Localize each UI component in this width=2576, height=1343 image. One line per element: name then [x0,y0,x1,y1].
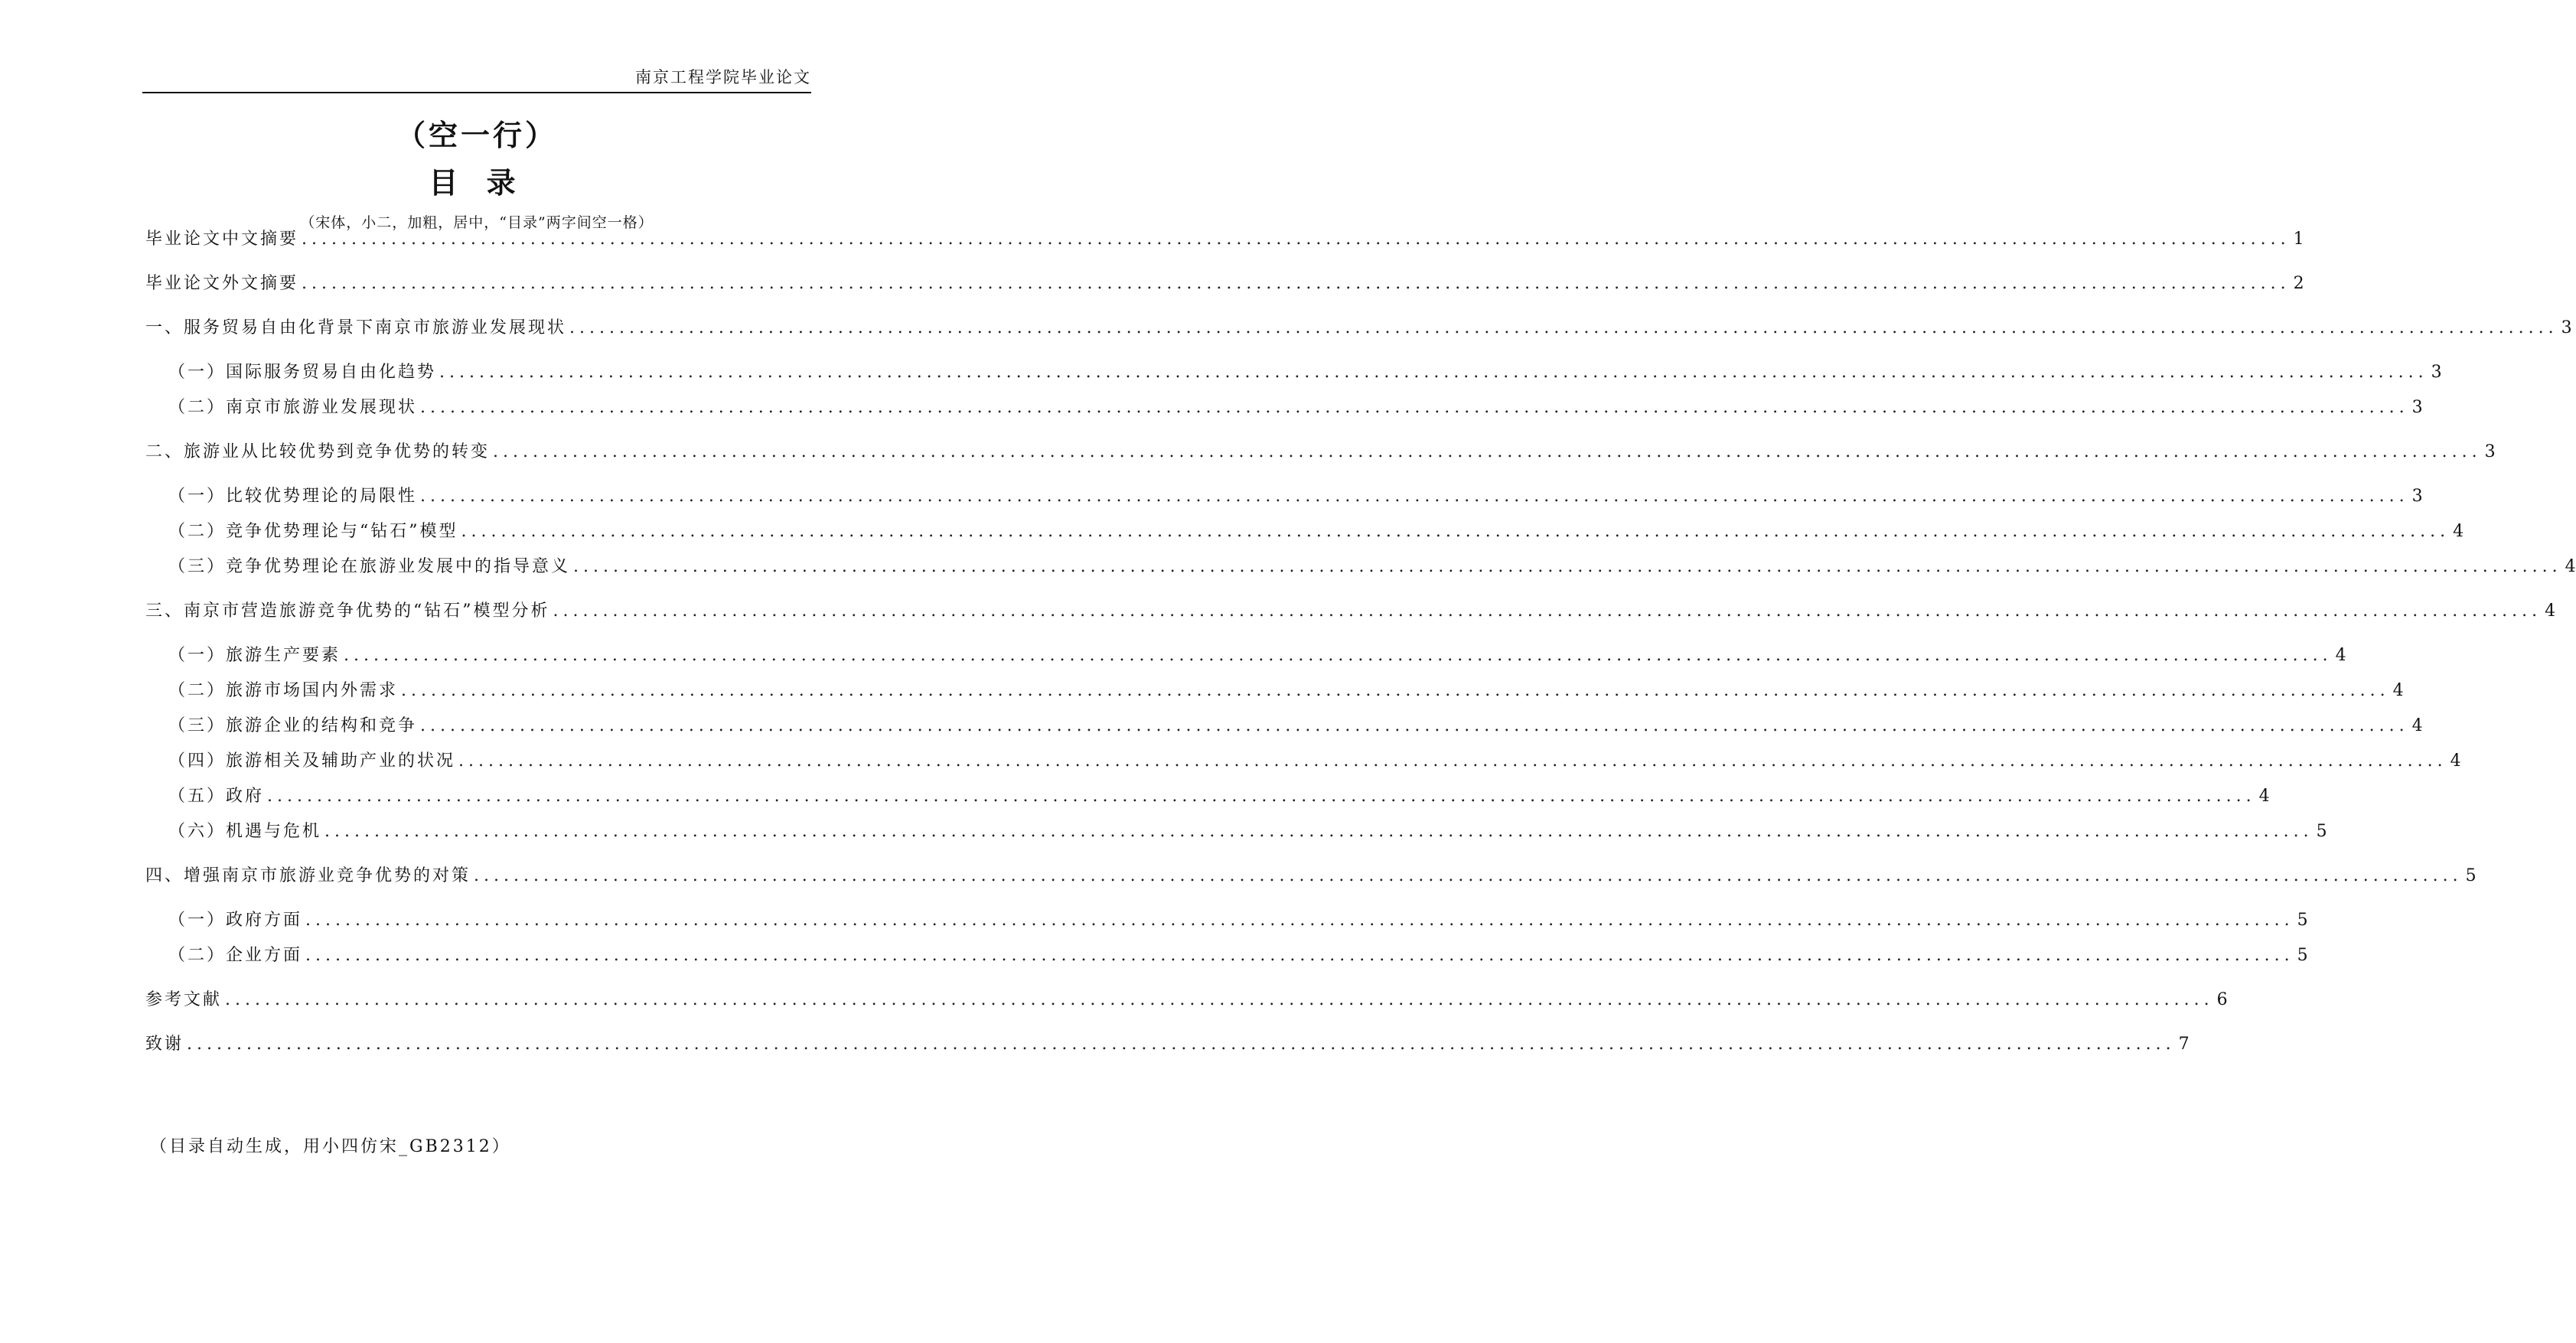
toc-dot-leader: ........................................................................................................................................................................................................ [401,681,2390,700]
toc-entry-text: （二）南京市旅游业发展现状 [168,398,418,417]
toc-page-number: 2 [2293,274,2304,293]
toc-entry[interactable] [168,817,2327,843]
toc-entry-text: （六）机遇与危机 [168,822,322,841]
toc-page-number: 3 [2484,442,2496,461]
toc-page-number: 4 [2545,601,2556,621]
toc-page-number: 4 [2565,557,2576,576]
toc-title: 目 录 [429,165,525,200]
toc-dot-leader: ........................................................................................................................................................................................................ [553,601,2542,621]
toc-entry-text: （三）旅游企业的结构和竞争 [168,716,418,735]
toc-entry-text: （一）旅游生产要素 [168,646,341,665]
toc-dot-leader: ........................................................................................................................................................................................................ [187,1035,2176,1054]
toc-entry-text: 致谢 [145,1035,184,1054]
toc-entry[interactable] [145,1030,2190,1056]
toc-dot-leader: ........................................................................................................................................................................................................ [493,442,2482,461]
toc-page-number: 5 [2297,946,2308,965]
toc-dot-leader: ........................................................................................................................................................................................................ [305,911,2294,930]
toc-page-number: 6 [2216,990,2228,1009]
toc-entry-text: （二）竞争优势理论与“钻石”模型 [168,522,458,541]
toc-entry-text: 一、服务贸易自由化背景下南京市旅游业发展现状 [145,318,567,337]
toc-entry[interactable] [145,438,2496,464]
toc-dot-leader: ........................................................................................................................................................................................................ [569,318,2558,337]
toc-dot-leader: ........................................................................................................................................................................................................ [474,866,2463,885]
toc-page-number: 7 [2178,1035,2190,1054]
blank-line-note: （空一行） [396,118,557,152]
toc-page-number: 3 [2411,487,2423,506]
toc-entry-text: （一）政府方面 [168,911,303,930]
toc-dot-leader: ........................................................................................................................................................................................................ [573,557,2562,576]
toc-entry[interactable] [145,225,2304,251]
running-header: 南京工程学院毕业论文 [142,66,811,93]
toc-dot-leader: ........................................................................................................................................................................................................ [420,398,2409,417]
toc-entry[interactable] [168,393,2423,419]
toc-page-number: 4 [2258,787,2270,806]
toc-entry-text: （三）竞争优势理论在旅游业发展中的指导意义 [168,557,571,576]
toc-entry[interactable] [168,517,2464,543]
toc-dot-leader: ........................................................................................................................................................................................................ [302,230,2291,249]
toc-dot-leader: ........................................................................................................................................................................................................ [420,716,2409,735]
toc-page-number: 5 [2316,822,2327,841]
toc-page-number: 3 [2431,363,2442,382]
toc-entry[interactable] [168,941,2308,967]
toc-entry-text: 毕业论文中文摘要 [145,230,299,249]
toc-entry-text: （二）旅游市场国内外需求 [168,681,399,700]
toc-dot-leader: ........................................................................................................................................................................................................ [302,274,2291,293]
toc-dot-leader: ........................................................................................................................................................................................................ [305,946,2294,965]
toc-dot-leader: ........................................................................................................................................................................................................ [420,487,2409,506]
toc-entry[interactable] [168,553,2576,579]
toc-dot-leader: ........................................................................................................................................................................................................ [324,822,2314,841]
toc-entry[interactable] [145,314,2572,340]
toc-dot-leader: ........................................................................................................................................................................................................ [458,751,2447,771]
toc-page-number: 4 [2392,681,2404,700]
toc-entry[interactable] [168,676,2404,702]
toc-page-number: 5 [2297,911,2308,930]
toc-entry[interactable] [168,482,2423,508]
toc-page-number: 4 [2453,522,2464,541]
toc-entry-text: （五）政府 [168,787,265,806]
toc-entry[interactable] [145,597,2556,623]
toc-entry-text: （一）比较优势理论的局限性 [168,487,418,506]
toc-entry[interactable] [168,747,2461,773]
toc-entry[interactable] [168,641,2346,667]
toc-entry[interactable] [168,906,2308,932]
toc-entry[interactable] [145,269,2304,295]
toc-entry[interactable] [168,712,2423,738]
toc-entry-text: 四、增强南京市旅游业竞争优势的对策 [145,866,471,885]
toc-entry-text: 参考文献 [145,990,223,1009]
toc-page-number: 4 [2335,646,2346,665]
toc-dot-leader: ........................................................................................................................................................................................................ [461,522,2450,541]
toc-format-note: （目录自动生成，用小四仿宋_GB2312） [150,1137,511,1156]
toc-page-number: 4 [2450,751,2461,771]
toc-entry-text: 三、南京市营造旅游竞争优势的“钻石”模型分析 [145,601,550,621]
toc-entry[interactable] [145,862,2477,888]
toc-page-number: 5 [2465,866,2477,885]
toc-entry-text: 二、旅游业从比较优势到竞争优势的转变 [145,442,491,461]
toc-entry-text: （四）旅游相关及辅助产业的状况 [168,751,456,771]
toc-entry-text: （一）国际服务贸易自由化趋势 [168,363,437,382]
toc-dot-leader: ........................................................................................................................................................................................................ [439,363,2428,382]
toc-entry[interactable] [168,358,2442,384]
toc-entry-text: （二）企业方面 [168,946,303,965]
toc-entry-text: 毕业论文外文摘要 [145,274,299,293]
toc-dot-leader: ........................................................................................................................................................................................................ [267,787,2256,806]
toc-dot-leader: ........................................................................................................................................................................................................ [225,990,2214,1009]
toc-entry[interactable] [168,782,2270,808]
toc-dot-leader: ........................................................................................................................................................................................................ [344,646,2333,665]
title-format-note: （宋体，小二，加粗，居中，“目录”两字间空一格） [300,214,654,231]
toc-page-number: 1 [2293,230,2304,249]
toc-page-number: 3 [2561,318,2572,337]
toc-entry[interactable] [145,986,2228,1012]
toc-page-number: 3 [2411,398,2423,417]
toc-page-number: 4 [2411,716,2423,735]
